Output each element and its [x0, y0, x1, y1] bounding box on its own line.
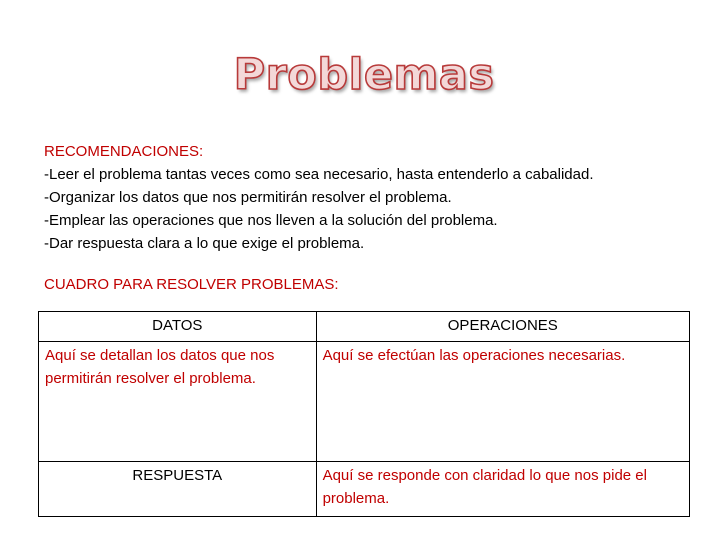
- recommendation-item: -Dar respuesta clara a lo que exige el problema.: [44, 235, 365, 252]
- slide-title: Problemas: [233, 50, 495, 100]
- table-row-content: [39, 342, 690, 462]
- recommendations-heading: RECOMENDACIONES:: [44, 143, 204, 160]
- header-operaciones: OPERACIONES: [316, 312, 689, 342]
- operaciones-cell: Aquí se efectúan las operaciones necesarias.: [316, 342, 689, 462]
- cuadro-heading: CUADRO PARA RESOLVER PROBLEMAS:: [44, 276, 339, 293]
- datos-cell: Aquí se detallan los datos que nos permitirán resolver el problema.: [39, 342, 317, 462]
- table-row-respuesta: [39, 462, 690, 517]
- table-header-row: [39, 312, 690, 342]
- respuesta-cell: Aquí se responde con claridad lo que nos pide el problema.: [316, 462, 689, 517]
- respuesta-label: RESPUESTA: [39, 462, 317, 517]
- problem-solving-table: [38, 311, 690, 517]
- recommendation-item: -Organizar los datos que nos permitirán resolver el problema.: [44, 189, 452, 206]
- recommendations-block: [44, 140, 704, 255]
- header-datos: DATOS: [39, 312, 317, 342]
- title-container: [0, 50, 728, 100]
- recommendation-item: -Leer el problema tantas veces como sea necesario, hasta entenderlo a cabalidad.: [44, 166, 594, 183]
- recommendation-item: -Emplear las operaciones que nos lleven a la solución del problema.: [44, 212, 498, 229]
